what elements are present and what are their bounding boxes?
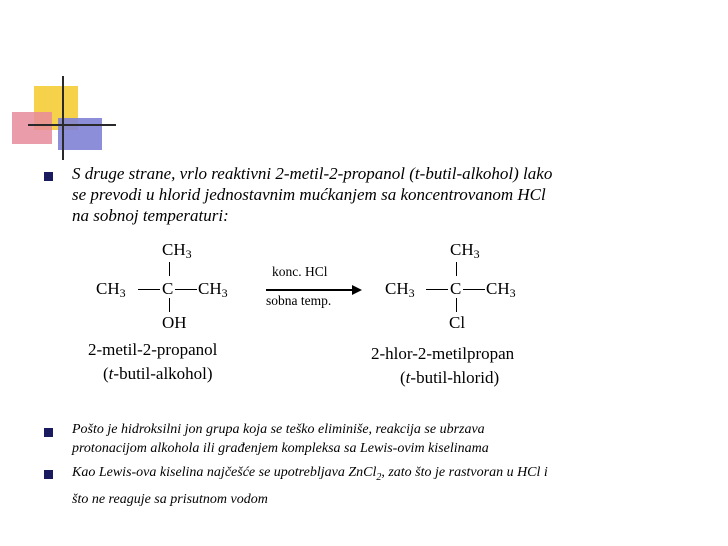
paragraph-2-line-2: protonacijom alkohola ili građenjem kompleksa sa Lewis-ovim kiselinama	[72, 441, 489, 456]
left-bottom-oh: OH	[162, 313, 187, 332]
left-left-ch3: $CH_3$	[96, 279, 126, 300]
paragraph-1-line-2: se prevodi u hlorid jednostavnim mućkanjem sa koncentrovanom HCl	[72, 185, 546, 204]
right-center-c: C	[450, 279, 462, 298]
left-right-ch3: $CH_3$	[198, 279, 228, 300]
paragraph-3-line-1: Kao Lewis-ova kiselina najčešće se upotrebljava ZnCl$_2$, zato što je rastvoran u HCl i	[72, 465, 548, 483]
decor-red-square	[12, 112, 52, 144]
left-bond-right	[175, 289, 197, 290]
right-top-ch3: $CH_3$	[450, 240, 480, 261]
reaction-arrow-line	[266, 289, 354, 291]
right-trivial-name: (t-butil-hlorid)	[400, 368, 500, 387]
left-center-c: C	[162, 279, 174, 298]
decor-horizontal-line	[28, 124, 116, 126]
reaction-arrow-head	[352, 285, 362, 295]
left-top-ch3: $CH_3$	[162, 240, 192, 261]
bullet-marker-2	[44, 428, 53, 437]
decor-blue-square	[58, 118, 102, 150]
arrow-condition-above: konc. HCl	[272, 264, 328, 279]
paragraph-1	[72, 163, 712, 226]
right-bond-bottom	[456, 298, 457, 312]
paragraph-1-line-3: na sobnoj temperaturi:	[72, 206, 229, 225]
right-name: 2-hlor-2-metilpropan	[371, 344, 515, 363]
right-bond-top	[456, 262, 457, 276]
right-bond-right	[463, 289, 485, 290]
left-bond-bottom	[169, 298, 170, 312]
paragraph-1-line-1: S druge strane, vrlo reaktivni 2-metil-2-propanol (t-butil-alkohol) lako	[72, 164, 553, 183]
right-bottom-cl: Cl	[449, 313, 466, 332]
bullet-marker-1	[44, 172, 53, 181]
left-bond-left	[138, 289, 160, 290]
arrow-condition-below: sobna temp.	[266, 293, 332, 308]
decor-vertical-line	[62, 76, 64, 160]
right-left-ch3: $CH_3$	[385, 279, 415, 300]
left-name: 2-metil-2-propanol	[88, 340, 218, 359]
paragraph-2-line-1: Pošto je hidroksilni jon grupa koja se teško eliminiše, reakcija se ubrzava	[72, 422, 485, 437]
bullet-marker-3	[44, 470, 53, 479]
paragraph-3	[72, 462, 712, 511]
paragraph-2	[72, 420, 712, 458]
right-right-ch3: $CH_3$	[486, 279, 516, 300]
paragraph-3-line-2: što ne reaguje sa prisutnom vodom	[72, 491, 268, 507]
left-trivial-name: (t-butil-alkohol)	[103, 364, 213, 383]
left-bond-top	[169, 262, 170, 276]
right-bond-left	[426, 289, 448, 290]
